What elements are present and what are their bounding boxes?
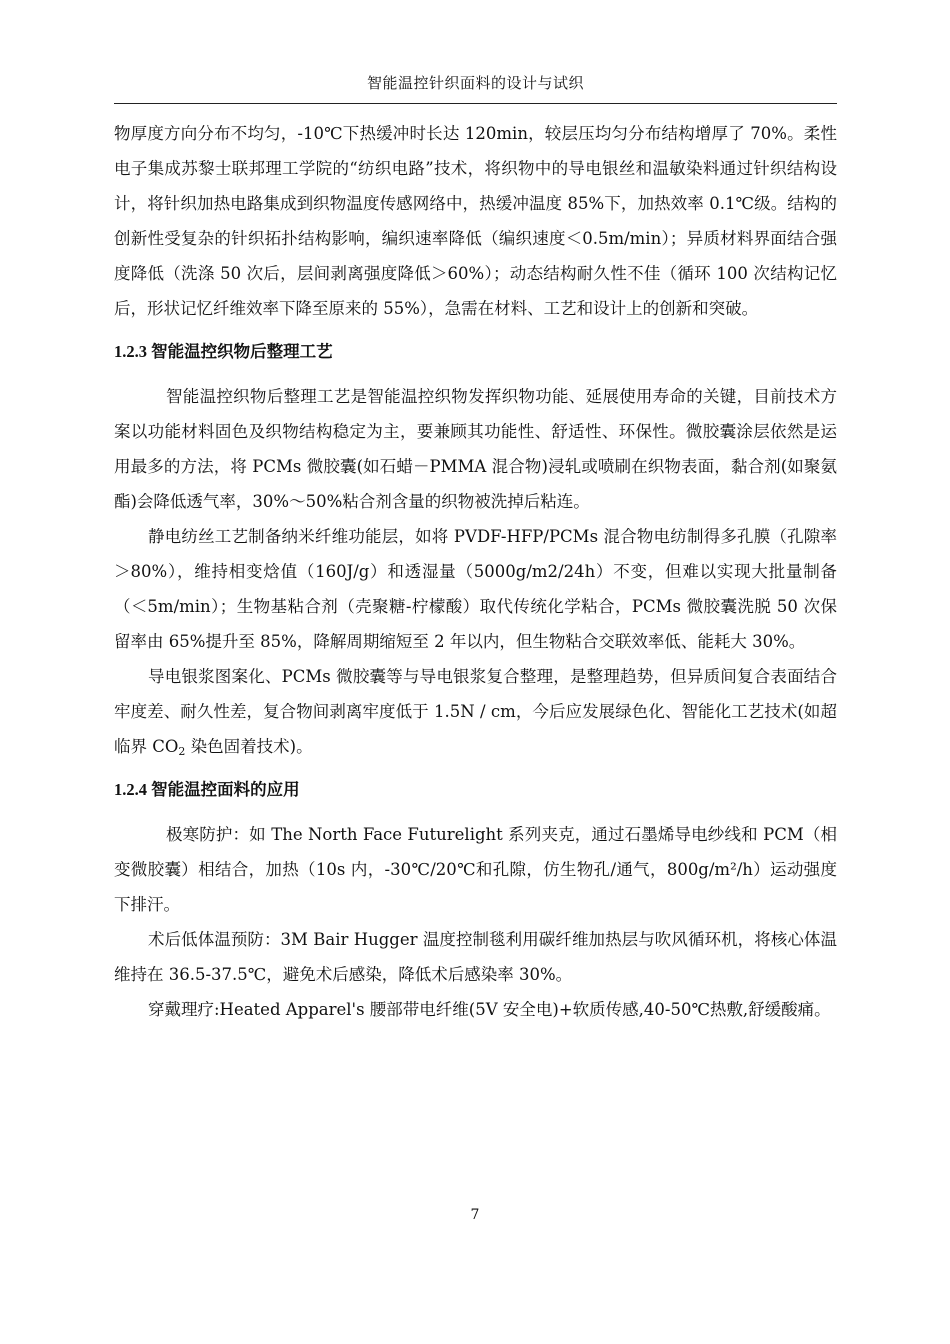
paragraph: 穿戴理疗:Heated Apparel's 腰部带电纤维(5V 安全电)+软质传感,40-50℃热敷,舒缓酸痛。 [148,1000,831,1019]
section-heading: 1.2.4 智能温控面料的应用 [114,780,300,799]
paragraph: 静电纺丝工艺制备纳米纤维功能层，如将 PVDF-HFP/PCMs 混合物电纺制得多孔膜（孔隙率＞80%），维持相变焓值（160J/g）和透湿量（5000g/m2/24h）不变，但难以实现大批量制备（＜5m/min）；生物基粘合剂（壳聚糖-柠檬酸）取代传统化学粘合，PCMs 微胶囊洗脱 50 次保留率由 65%提升至 85%，降解周期缩短至 2 年以内，但生物粘合交联效率低、能耗大 30%。 [114,527,837,651]
paragraph-text: 染色固着技术)。 [185,737,313,756]
header-rule [114,103,837,104]
paragraph: 极寒防护：如 The North Face Futurelight 系列夹克，通过石墨烯导电纱线和 PCM（相变微胶囊）相结合，加热（10s 内，-30℃/20℃和孔隙，仿生物孔/通气，800g/m²/h）运动强度下排汗。 [114,825,837,914]
paragraph: 物厚度方向分布不均匀，-10℃下热缓冲时长达 120min，较层压均匀分布结构增厚了 70%。柔性电子集成苏黎士联邦理工学院的“纺织电路”技术，将织物中的导电银丝和温敏染料通过针织结构设计，将针织加热电路集成到织物温度传感网络中，热缓冲温度 85%下，加热效率 0.1℃级。结构的创新性受复杂的针织拓扑结构影响，编织速率降低（编织速度＜0.5m/min）；异质材料界面结合强度降低（洗涤 50 次后，层间剥离强度降低＞60%）；动态结构耐久性不佳（循环 100 次结构记忆后，形状记忆纤维效率下降至原来的 55%），急需在材料、工艺和设计上的创新和突破。 [114,124,837,318]
section-heading: 1.2.3 智能温控织物后整理工艺 [114,342,333,361]
running-header: 智能温控针织面料的设计与试织 [366,74,584,92]
paragraph: 智能温控织物后整理工艺是智能温控织物发挥织物功能、延展使用寿命的关键，目前技术方案以功能材料固色及织物结构稳定为主，要兼顾其功能性、舒适性、环保性。微胶囊涂层依然是运用最多的方法，将 PCMs 微胶囊(如石蜡－PMMA 混合物)浸轧或喷刷在织物表面，黏合剂(如聚氨酯)会降低透气率，30%～50%粘合剂含量的织物被洗掉后粘连。 [114,387,837,511]
paragraph: 术后低体温预防：3M Bair Hugger 温度控制毯利用碳纤维加热层与吹风循环机，将核心体温维持在 36.5-37.5℃，避免术后感染，降低术后感染率 30%。 [114,930,837,984]
subscript: 2 [178,745,186,758]
paragraph-text: 导电银浆图案化、PCMs 微胶囊等与导电银浆复合整理，是整理趋势，但异质间复合表面结合牢度差、耐久性差，复合物间剥离牢度低于 1.5N / cm，今后应发展绿色化、智能化工艺技术(如超临界 CO [114,667,837,756]
page-number: 7 [470,1207,480,1223]
body-text [114,116,837,1027]
paragraph [114,659,837,764]
